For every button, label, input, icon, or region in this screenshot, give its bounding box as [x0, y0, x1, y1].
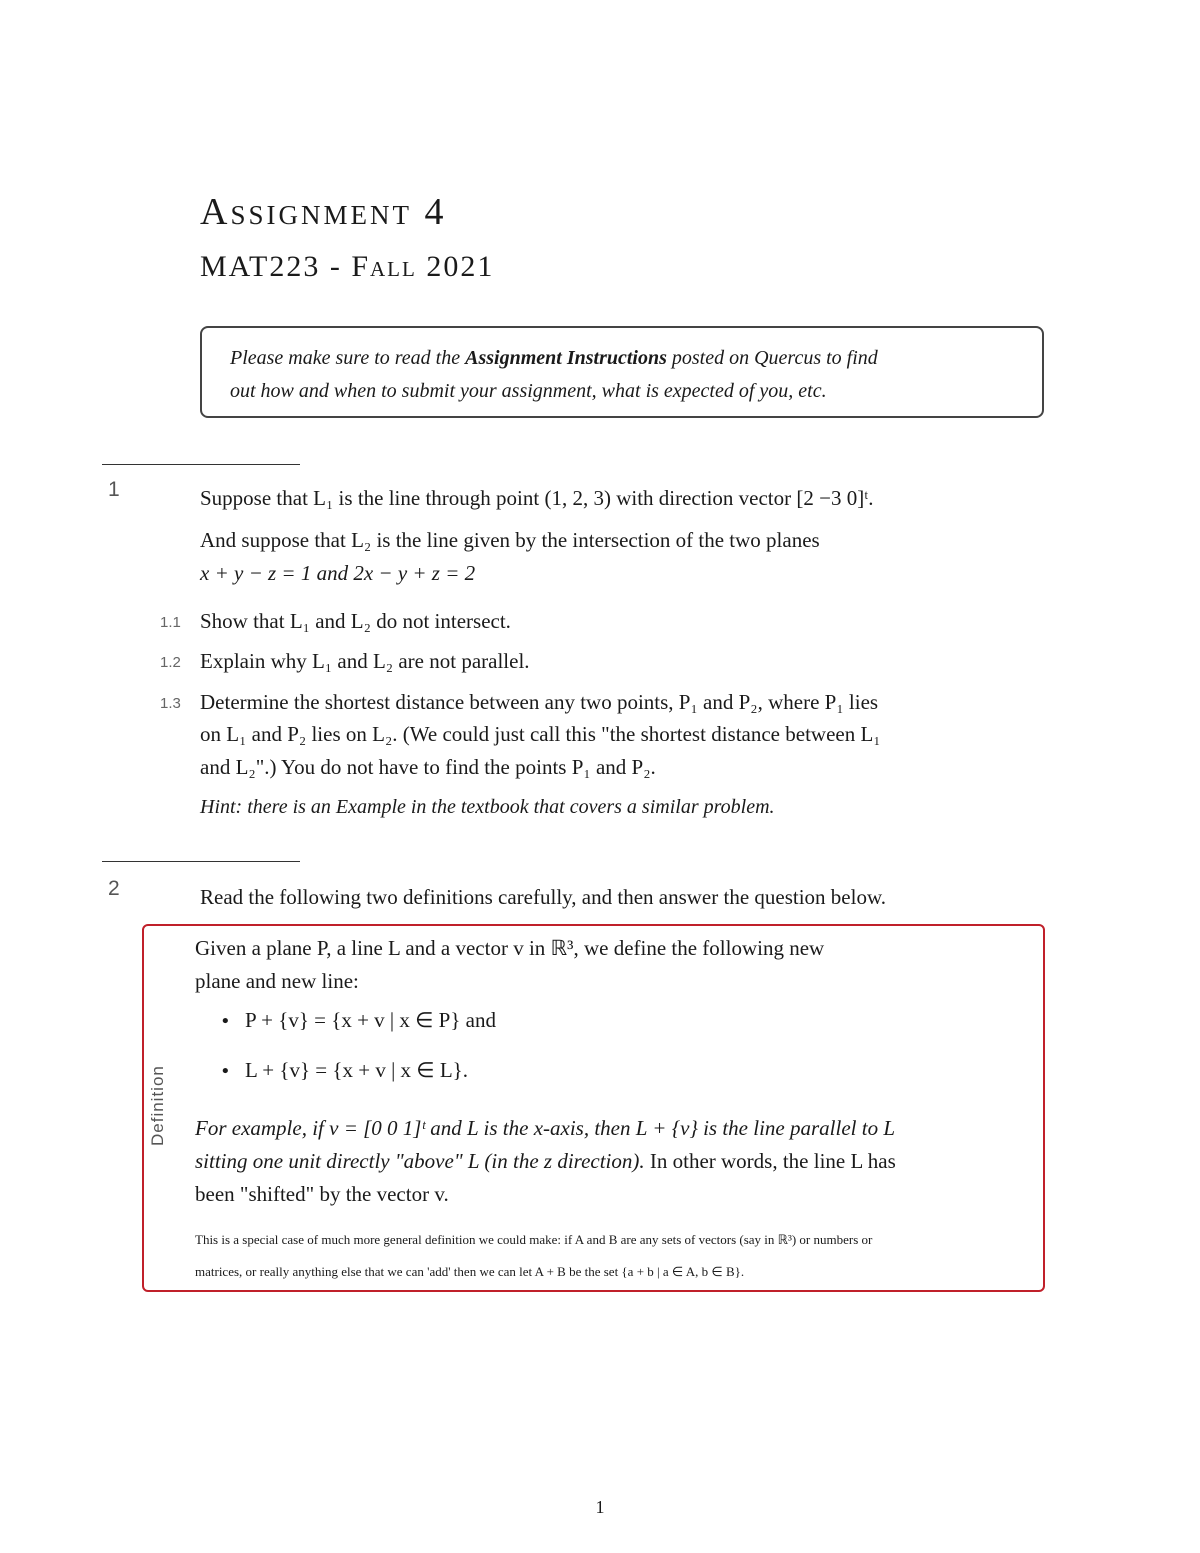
definition-label: Definition [148, 1065, 167, 1146]
q1-hint: Hint: there is an Example in the textbook that covers a similar problem. [200, 796, 775, 818]
q1-intro-line-3: x + y − z = 1 and 2x − y + z = 2 [200, 561, 476, 585]
notice-line-1: Please make sure to read the Assignment Instructions posted on Quercus to find [230, 347, 878, 369]
q1-part-2-text: Explain why L₁ and L₂ are not parallel. [200, 649, 530, 673]
question-1-rule [102, 464, 300, 465]
def-line-2: plane and new line: [195, 969, 359, 993]
page-title: Assignment 4 [200, 191, 447, 233]
def-example-line-3: been "shifted" by the vector v. [195, 1182, 449, 1206]
def-note-line-1: This is a special case of much more general definition we could make: if A and B are any sets of vectors (say in ℝ³) or numbers or [195, 1232, 873, 1247]
def-example-line-2: sitting one unit directly "above" L (in the z direction). In other words, the line L has [195, 1149, 896, 1173]
def-bullet-2: L + {v} = {x + v | x ∈ L}. [245, 1058, 468, 1082]
q1-part-3-line-3: and L₂".) You do not have to find the points P₁ and P₂. [200, 755, 656, 779]
q1-intro-line-1: Suppose that L₁ is the line through point (1, 2, 3) with direction vector [2 −3 0]ᵗ. [200, 486, 874, 510]
q2-intro: Read the following two definitions carefully, and then answer the question below. [200, 885, 887, 909]
def-line-1: Given a plane P, a line L and a vector v in ℝ³, we define the following new [195, 936, 825, 960]
notice-line-2: out how and when to submit your assignment, what is expected of you, etc. [230, 380, 827, 402]
question-1-number: 1 [108, 478, 120, 501]
course-subtitle: MAT223 - Fall 2021 [200, 250, 495, 283]
q1-part-3-line-2: on L₁ and P₂ lies on L₂. (We could just call this "the shortest distance between L₁ [200, 722, 881, 746]
page-number: 1 [595, 1497, 605, 1517]
q1-intro-line-2: And suppose that L₂ is the line given by the intersection of the two planes [200, 528, 820, 552]
bullet-dot: • [220, 1061, 231, 1082]
q1-part-1-text: Show that L₁ and L₂ do not intersect. [200, 609, 511, 633]
q1-part-3-number: 1.3 [160, 695, 181, 712]
def-bullet-1: P + {v} = {x + v | x ∈ P} and [245, 1008, 496, 1032]
instructions-notice [200, 326, 1044, 418]
question-2-rule [102, 861, 300, 862]
q1-part-1-number: 1.1 [160, 614, 181, 631]
def-note-line-2: matrices, or really anything else that we can 'add' then we can let A + B be the set {a + b | a ∈ A, b ∈ B}. [195, 1264, 745, 1279]
bullet-dot: • [220, 1011, 231, 1032]
q1-part-3-line-1: Determine the shortest distance between any two points, P₁ and P₂, where P₁ lies [200, 690, 879, 714]
notice-bold: Assignment Instructions [465, 347, 667, 369]
def-example-line-1: For example, if v = [0 0 1]ᵗ and L is the x-axis, then L + {v} is the line parallel to L [195, 1116, 896, 1140]
q1-part-2-number: 1.2 [160, 654, 181, 671]
question-2-number: 2 [108, 877, 120, 900]
